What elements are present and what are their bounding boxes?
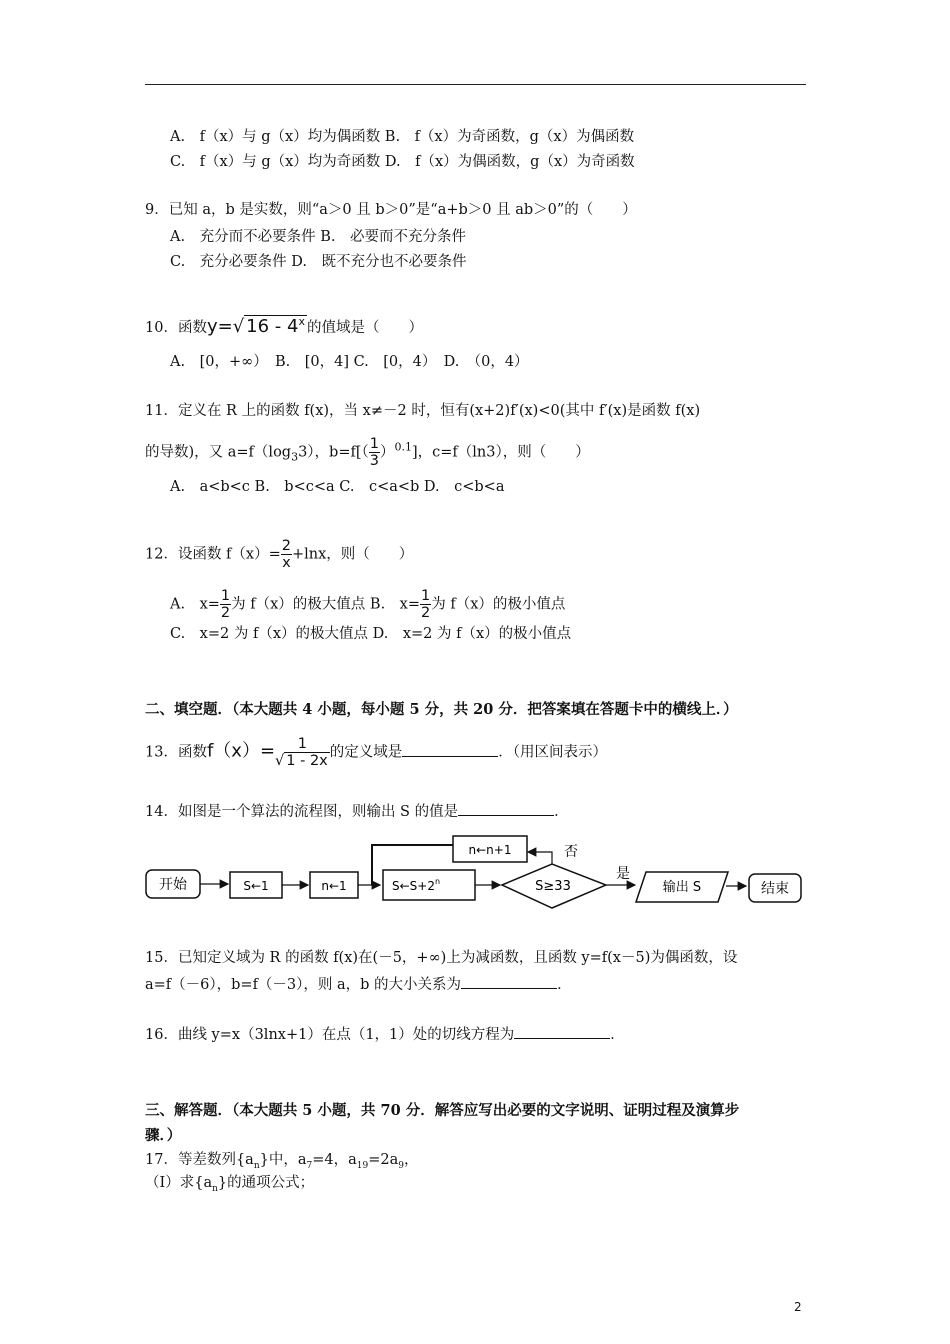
q10-stem bbox=[145, 312, 423, 338]
q15-line1: 15．已知定义域为 R 的函数 f(x)在(－5，+∞)上为减函数，且函数 y=f(x－5)为偶函数，设 bbox=[145, 950, 738, 966]
flow-no-arrow bbox=[528, 852, 552, 864]
q13-stem bbox=[145, 736, 607, 769]
q15-line2-text: a=f（－6），b=f（－3），则 a，b 的大小关系为 bbox=[145, 977, 462, 993]
section3-heading-line2: 骤．） bbox=[145, 1127, 182, 1144]
q15-answer-blank[interactable] bbox=[461, 974, 557, 989]
q13-fx: f（x）= bbox=[206, 740, 276, 762]
flow-decision-label: S≥33 bbox=[535, 879, 571, 894]
q12-optA-mid: 为 f（x）的极大值点 B. x= bbox=[231, 596, 421, 613]
q17-b: =2a bbox=[368, 1152, 399, 1168]
q9-option-a-b: A. 充分而不必要条件 B. 必要而不充分条件 bbox=[170, 229, 466, 245]
q16-end: ． bbox=[610, 1027, 625, 1043]
q13-answer-blank[interactable] bbox=[402, 742, 498, 757]
q17-mid: }中，a bbox=[259, 1152, 307, 1168]
q12-half-b-den: 2 bbox=[421, 605, 431, 621]
flow-init-n-label: n←1 bbox=[321, 879, 347, 893]
q17-stem bbox=[145, 1150, 418, 1176]
q11-options: A. a<b<c B. b<c<a C. c<a<b D. c<b<a bbox=[170, 479, 505, 495]
q17-a: =4，a bbox=[312, 1152, 357, 1168]
q10-prefix: 10．函数 bbox=[145, 320, 207, 336]
q11-log-base: 3 bbox=[291, 450, 299, 464]
flow-start-label: 开始 bbox=[159, 877, 187, 893]
section2-heading: 二、填空题．（本大题共 4 小题，每小题 5 分，共 20 分．把答案填在答题卡中的横线上．） bbox=[145, 701, 738, 718]
radical-sign: √ bbox=[232, 316, 245, 337]
flow-yes-label: 是 bbox=[616, 866, 630, 882]
q17-c: ， bbox=[403, 1152, 419, 1168]
q15-end: ． bbox=[557, 977, 572, 993]
q17-part1-pre: （Ⅰ）求{a bbox=[145, 1175, 213, 1191]
q16-answer-blank[interactable] bbox=[514, 1024, 610, 1039]
q13-suffix: 的定义域是 bbox=[329, 744, 403, 761]
q12-option-c-d: C. x=2 为 f（x）的极大值点 D. x=2 为 f（x）的极小值点 bbox=[170, 626, 572, 642]
flow-update-label bbox=[392, 877, 440, 893]
q12-half-b bbox=[420, 588, 431, 621]
q13-fraction bbox=[275, 736, 330, 769]
q14-stem-text: 14．如图是一个算法的流程图，则输出 S 的值是 bbox=[145, 804, 459, 820]
q13-tail: ．（用区间表示） bbox=[498, 744, 608, 761]
q14-answer-blank[interactable] bbox=[458, 801, 554, 816]
flow-increment-label: n←n+1 bbox=[468, 843, 512, 857]
flow-update-text: S←S+2 bbox=[392, 879, 435, 893]
q12-frac-den: x bbox=[282, 555, 291, 571]
q11-a-post: 3），b=f[（ bbox=[298, 444, 369, 461]
q12-prefix: 12．设函数 f（x）= bbox=[145, 546, 281, 563]
q12-optB-post: 为 f（x）的极小值点 bbox=[431, 596, 566, 613]
q10-exponent: x bbox=[298, 315, 305, 328]
flowchart bbox=[140, 828, 820, 918]
q12-half-a-den: 2 bbox=[220, 605, 231, 621]
q12-fraction bbox=[281, 538, 292, 571]
q8-option-c-d: C. f（x）与 g（x）均为奇函数 D. f（x）为偶函数，g（x）为奇函数 bbox=[170, 154, 635, 170]
q13-frac-den: √ 1 - 2x bbox=[275, 753, 328, 769]
q16-stem-text: 16．曲线 y=x（3lnx+1）在点（1，1）处的切线方程为 bbox=[145, 1027, 515, 1043]
q14-end: ． bbox=[554, 804, 569, 820]
q10-radicand bbox=[244, 315, 307, 337]
q9-option-c-d: C. 充分必要条件 D. 既不充分也不必要条件 bbox=[170, 254, 467, 270]
q11-line2: 的导数)，又 $a=f(\log_33)$，b=f[（ $\frac{1}{3}$ ）$^{0.1}$]，c=f（ln3），则（ ） bbox=[145, 436, 590, 469]
q17-sub-7: 7 bbox=[306, 1160, 313, 1171]
q9-stem: 9．已知 a，b 是实数，则“a＞0 且 b＞0”是“a+b＞0 且 ab＞0”的（ ） bbox=[145, 202, 637, 218]
section3-heading-line1: 三、解答题．（本大题共 5 小题，共 70 分．解答应写出必要的文字说明、证明过程及演算步 bbox=[145, 1102, 740, 1119]
q12-half-a bbox=[220, 588, 231, 621]
q11-line1: 11．定义在 R 上的函数 f(x)，当 x≠－2 时，恒有(x+2)f′(x)<0(其中 f′(x)是函数 f(x) bbox=[145, 403, 701, 419]
q17-sub-n: n bbox=[253, 1160, 260, 1171]
q13-frac-num: 1 bbox=[297, 736, 308, 752]
flow-output-label: 输出 S bbox=[662, 880, 702, 895]
flow-update-sup: n bbox=[434, 877, 441, 886]
q17-sub-9: 9 bbox=[398, 1160, 404, 1171]
q14-stem bbox=[145, 801, 569, 822]
q12-stem bbox=[145, 538, 413, 571]
q11-frac-den: 3 bbox=[369, 453, 379, 469]
q12-half-b-num: 1 bbox=[421, 588, 431, 604]
q11-fraction bbox=[369, 436, 380, 469]
q8-option-a-b: A. f（x）与 g（x）均为偶函数 B. f（x）为奇函数，g（x）为偶函数 bbox=[170, 129, 635, 145]
q17-pre: 17．等差数列{a bbox=[145, 1152, 254, 1168]
header-rule bbox=[145, 84, 806, 85]
q11-exponent: 0.1 bbox=[394, 440, 412, 454]
page-number: 2 bbox=[794, 1300, 802, 1314]
q17-part1 bbox=[145, 1173, 314, 1199]
q10-suffix: 的值域是（ ） bbox=[306, 320, 423, 336]
q11-a-pre: 的导数)，又 a=f（log bbox=[145, 444, 292, 461]
flow-no-label: 否 bbox=[564, 844, 578, 860]
q12-frac-num: 2 bbox=[281, 538, 291, 554]
flow-init-s-label: S←1 bbox=[243, 879, 269, 893]
q17-part1-post: }的通项公式； bbox=[217, 1175, 315, 1191]
q12-half-a-num: 1 bbox=[220, 588, 231, 604]
q13-radicand: 1 - 2x bbox=[286, 753, 328, 769]
flow-end-label: 结束 bbox=[761, 881, 789, 897]
q10-radicand-text: 16 - 4 bbox=[246, 316, 299, 337]
q10-options: A. [0，+∞） B. [0，4] C. [0，4） D. （0，4） bbox=[170, 354, 529, 370]
q15-line2 bbox=[145, 974, 572, 995]
q17-sub-19: 19 bbox=[356, 1160, 369, 1171]
q11-frac-num: 1 bbox=[369, 436, 379, 452]
q10-y: y= bbox=[206, 316, 233, 337]
q13-prefix: 13．函数 bbox=[145, 744, 207, 761]
q11-b-post: ]，c=f（ln3），则（ ） bbox=[412, 444, 590, 461]
q16-stem bbox=[145, 1024, 625, 1045]
q17-part1-sub-n: n bbox=[212, 1183, 218, 1194]
q12-option-a-b bbox=[170, 588, 565, 621]
q12-optA-pre: A. x= bbox=[170, 596, 220, 613]
q12-suffix: +lnx，则（ ） bbox=[292, 546, 414, 563]
